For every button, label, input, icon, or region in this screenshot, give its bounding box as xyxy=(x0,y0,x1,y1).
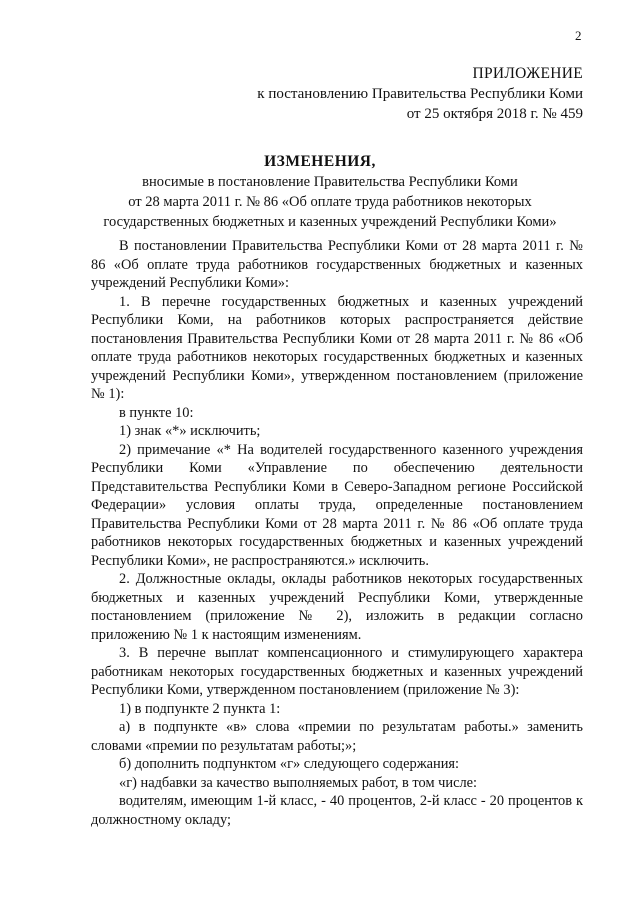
paragraph-subitem-2: 2) примечание «* На водителей государственного казенного учреждения Республики Коми «Управление по обеспечению деятельности Представительства Республики Коми в Северо-Западном регионе Российской Федерации» условия оплаты труда, определенные постановлением Правительства Республики Коми от 28 марта 2011 г. № 86 «Об оплате труда работников некоторых государственных бюджетных и казенных учреждений Республики Коми», не распространяются.» исключить. xyxy=(91,441,583,569)
appendix-header xyxy=(257,64,583,124)
paragraph-item-3: 3. В перечне выплат компенсационного и стимулирующего характера работникам некоторых государственных бюджетных и казенных учреждений Республики Коми, утвержденном постановлением (приложение № 3): xyxy=(91,645,583,698)
paragraph-subpoint-2: 1) в подпункте 2 пункта 1: xyxy=(119,700,281,717)
paragraph-subpoint-g: «г) надбавки за качество выполняемых работ, в том числе: xyxy=(119,774,478,791)
subtitle-line-2: от 28 марта 2011 г. № 86 «Об оплате труда работников некоторых xyxy=(128,194,532,210)
appendix-line-2: от 25 октября 2018 г. № 459 xyxy=(406,106,583,122)
page-number: 2 xyxy=(575,28,582,43)
appendix-line-1: к постановлению Правительства Республики Коми xyxy=(257,86,583,102)
subtitle-line-3: государственных бюджетных и казенных учреждений Республики Коми» xyxy=(103,214,557,230)
paragraph-subpoint-b: б) дополнить подпунктом «г» следующего содержания: xyxy=(119,756,460,772)
document-body xyxy=(91,237,583,829)
subtitle-line-1: вносимые в постановление Правительства Республики Коми xyxy=(142,174,518,190)
paragraph-drivers: водителям, имеющим 1-й класс, - 40 процентов, 2-й класс - 20 процентов к должностному окладу; xyxy=(91,793,583,828)
document-title: ИЗМЕНЕНИЯ, xyxy=(264,153,376,170)
paragraph-subitem-1: 1) знак «*» исключить; xyxy=(119,423,261,439)
paragraph-subpoint-a: а) в подпункте «в» слова «премии по результатам работы.» заменить словами «премии по результатам работы;»; xyxy=(91,719,583,754)
paragraph-item-2: 2. Должностные оклады, оклады работников некоторых государственных бюджетных и казенных учреждений Республики Коми, утвержденные постановлением (приложение № 2), изложить в редакции согласно приложению № 1 к настоящим изменениям. xyxy=(91,571,583,643)
paragraph-item-1: 1. В перечне государственных бюджетных и казенных учреждений Республики Коми, на работников которых распространяется действие постановления Правительства Республики Коми от 28 марта 2011 г. № 86 «Об оплате труда работников некоторых государственных бюджетных и казенных учреждений Республики Коми», утвержденном постановлением (приложение № 1): xyxy=(91,293,583,402)
paragraph-point-10: в пункте 10: xyxy=(119,404,194,421)
paragraph-intro: В постановлении Правительства Республики Коми от 28 марта 2011 г. № 86 «Об оплате труда работников государственных бюджетных и казенных учреждений Республики Коми»: xyxy=(91,238,583,291)
appendix-heading: ПРИЛОЖЕНИЕ xyxy=(472,65,583,82)
document-subtitle xyxy=(70,172,590,232)
